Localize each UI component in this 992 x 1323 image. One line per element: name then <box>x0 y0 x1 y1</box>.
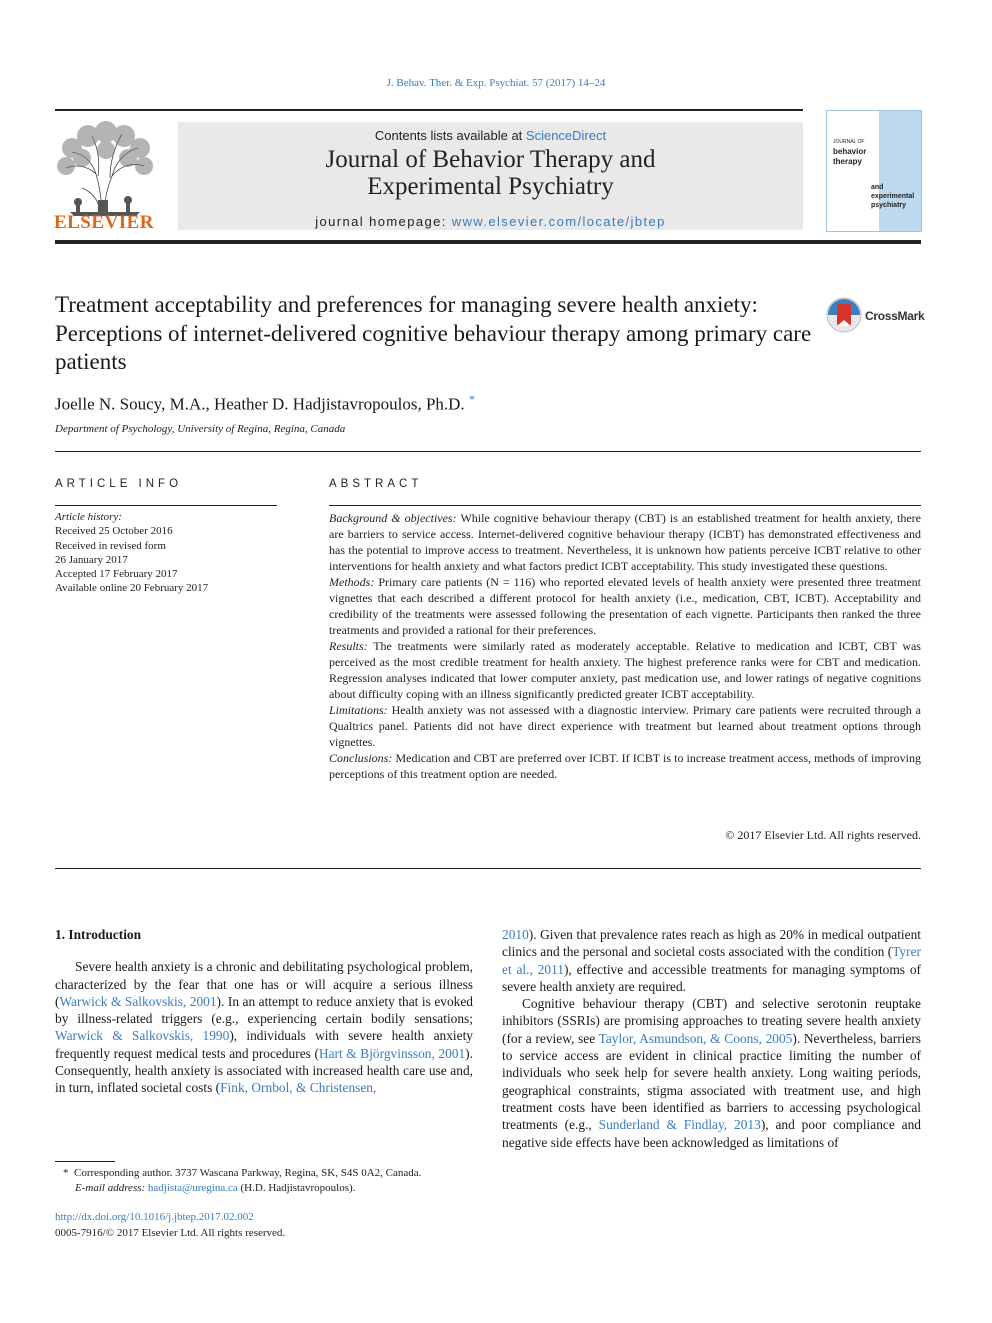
abstract-body <box>329 510 921 782</box>
citation-link[interactable]: Taylor, Asmundson, & Coons, 2005 <box>598 1030 793 1046</box>
article-info-rule <box>55 505 277 506</box>
history-label: Article history: <box>55 511 122 523</box>
abstract-copyright: © 2017 Elsevier Ltd. All rights reserved. <box>725 828 921 842</box>
cover-title-top: JOURNAL OF behavior therapy <box>833 139 867 166</box>
history-received: Received 25 October 2016 <box>55 525 173 538</box>
citation-link[interactable]: Fink, Ornbol, & Christensen, <box>220 1080 377 1096</box>
intro-paragraph-2: Cognitive behaviour therapy (CBT) and selective serotonin reuptake inhibitors (SSRIs) are promising approaches to treating severe health anxiety (for a review, see Taylor, Asmundson, & Coons, 2005). Nevertheless, barriers to service access are evident in clinical practice limiting the number of individuals who seek help for severe health anxiety. Long waiting periods, geographical constraints, stigma associated with treatment use, and high treatment costs have been identified as barriers to accessing psychological treatments (e.g., Sunderland & Findlay, 2013), and poor compliance and negative side effects have been acknowledged as limitations of <box>502 996 921 1150</box>
citation-link[interactable]: Sunderland & Findlay, 2013 <box>598 1117 761 1133</box>
doi-link[interactable]: http://dx.doi.org/10.1016/j.jbtep.2017.02.002 <box>55 1211 254 1223</box>
cover-title-bottom: and experimental psychiatry <box>871 184 915 209</box>
body-column-right <box>502 926 921 1151</box>
history-revised-label: Received in revised form <box>55 539 166 552</box>
citation-link[interactable]: Warwick & Salkovskis, 1990 <box>55 1028 230 1044</box>
journal-name <box>178 146 803 200</box>
abstract-conclusions: Conclusions: Medication and CBT are preferred over ICBT. If ICBT is to increase treatment access, methods of improving perceptions of this treatment option are needed. <box>329 751 921 781</box>
contents-prefix: Contents lists available at <box>374 128 526 143</box>
crossmark-label[interactable]: CrossMark <box>865 309 925 323</box>
publisher-wordmark: ELSEVIER <box>53 212 155 233</box>
body-column-left <box>55 926 473 1097</box>
footnote-address: * Corresponding author. 3737 Wascana Parkway, Regina, SK, S4S 0A2, Canada. <box>63 1167 422 1179</box>
abstract-limitations: Limitations: Health anxiety was not assessed with a diagnostic interview. Primary care patients were recruited through a Qualtrics panel. Patients did not have direct experience with treatment but learned about treatment options through vignettes. <box>329 703 921 749</box>
email-link[interactable]: hadjista@uregina.ca <box>147 1182 238 1194</box>
abstract-methods: Methods: Primary care patients (N = 116) who reported elevated levels of health anxiety were presented three treatment vignettes that each described a different protocol for health anxiety (i.e., medication, CBT, ICBT). Acceptability and credibility of the treatments were assessed following the presentation of each vignette. Participants then ranked the three treatments and provided a rational for their preferences. <box>329 575 921 637</box>
sciencedirect-link[interactable]: ScienceDirect <box>525 128 607 143</box>
citation-link[interactable]: Hart & Björgvinsson, 2001 <box>318 1045 466 1061</box>
cover-stripe <box>879 111 921 231</box>
section-rule <box>55 451 921 452</box>
introduction-heading: 1. Introduction <box>55 927 142 942</box>
history-accepted: Accepted 17 February 2017 <box>55 568 178 581</box>
article-info-heading: ARTICLE INFO <box>55 478 183 490</box>
header-rule <box>55 109 803 111</box>
abstract-heading: ABSTRACT <box>329 478 423 490</box>
affiliation: Department of Psychology, University of Regina, Regina, Canada <box>55 423 346 435</box>
history-revised-date: 26 January 2017 <box>55 553 128 566</box>
abstract-background: Background & objectives: While cognitive behaviour therapy (CBT) is an established treatment for health anxiety, there are barriers to service access. Internet-delivered cognitive behaviour therapy (ICBT) has demonstrated effectiveness and has the potential to improve access to treatment. Nevertheless, it is unknown how patients perceive ICBT relative to other interventions for health anxiety and what factors predict ICBT acceptability. This study investigated these questions. <box>329 511 921 573</box>
journal-name-line2: Experimental Psychiatry <box>367 173 614 200</box>
history-online: Available online 20 February 2017 <box>55 582 209 595</box>
journal-citation[interactable]: J. Behav. Ther. & Exp. Psychiat. 57 (2017) 14–24 <box>386 77 606 89</box>
footnote-email: E-mail address: hadjista@uregina.ca (H.D. Hadjistavropoulos). <box>75 1182 356 1194</box>
footnote-rule <box>55 1161 115 1162</box>
journal-header-box <box>178 122 803 230</box>
corresponding-author-mark[interactable]: * <box>468 392 475 406</box>
corresponding-author-footnote <box>55 1166 473 1196</box>
contents-line <box>178 128 803 143</box>
section-rule <box>55 868 921 869</box>
article-history <box>55 510 277 596</box>
header-thick-rule <box>55 240 921 244</box>
footnote-mark: * <box>63 1167 69 1179</box>
author-names: Joelle N. Soucy, M.A., Heather D. Hadjistavropoulos, Ph.D. <box>55 394 465 414</box>
intro-paragraph-1-cont: 2010). Given that prevalence rates reach as high as 20% in medical outpatient clinics and the personal and societal costs associated with the condition (Tyrer et al., 2011), effective and accessible treatments for managing symptoms of severe health anxiety are required. <box>502 927 921 994</box>
intro-paragraph-1: Severe health anxiety is a chronic and debilitating psychological problem, characterized by the fear that one has or will acquire a serious illness (Warwick & Salkovskis, 2001). In an attempt to reduce anxiety that is evoked by illness-related triggers (e.g., experiencing certain bodily sensations; Warwick & Salkovskis, 1990), individuals with severe health anxiety frequently request medical tests and procedures (Hart & Björgvinsson, 2001). Consequently, health anxiety is associated with increased health care use and, in turn, inflated societal costs (Fink, Ornbol, & Christensen, <box>55 959 473 1096</box>
citation-link[interactable]: 2010 <box>502 927 529 942</box>
article-title: Treatment acceptability and preferences for managing severe health anxiety: Perceptions of internet-delivered cognitive behaviour therapy among primary care patients <box>55 292 812 374</box>
homepage-link[interactable]: www.elsevier.com/locate/jbtep <box>451 214 666 229</box>
abstract-results: Results: The treatments were similarly rated as moderately acceptable. Relative to medication and ICBT, CBT was perceived as the most credible treatment for health anxiety. The highest preference ranks were for CBT and medication. Regression analyses indicated that lower computer anxiety, past medication use, and lower ratings of negative cognitions about difficulty coping with an illness significantly predicted greater ICBT acceptability. <box>329 639 921 701</box>
journal-cover-thumbnail[interactable] <box>826 110 922 232</box>
citation-link[interactable]: Warwick & Salkovskis, 2001 <box>59 993 217 1009</box>
homepage-line <box>178 214 803 229</box>
citation-link[interactable]: Tyrer et al., 2011 <box>502 944 921 977</box>
abstract-rule <box>329 505 921 506</box>
homepage-prefix: journal homepage: <box>315 214 452 229</box>
journal-name-line1: Journal of Behavior Therapy and <box>325 146 656 173</box>
issn-line: 0005-7916/© 2017 Elsevier Ltd. All rights reserved. <box>55 1227 286 1239</box>
author-list <box>55 392 475 415</box>
